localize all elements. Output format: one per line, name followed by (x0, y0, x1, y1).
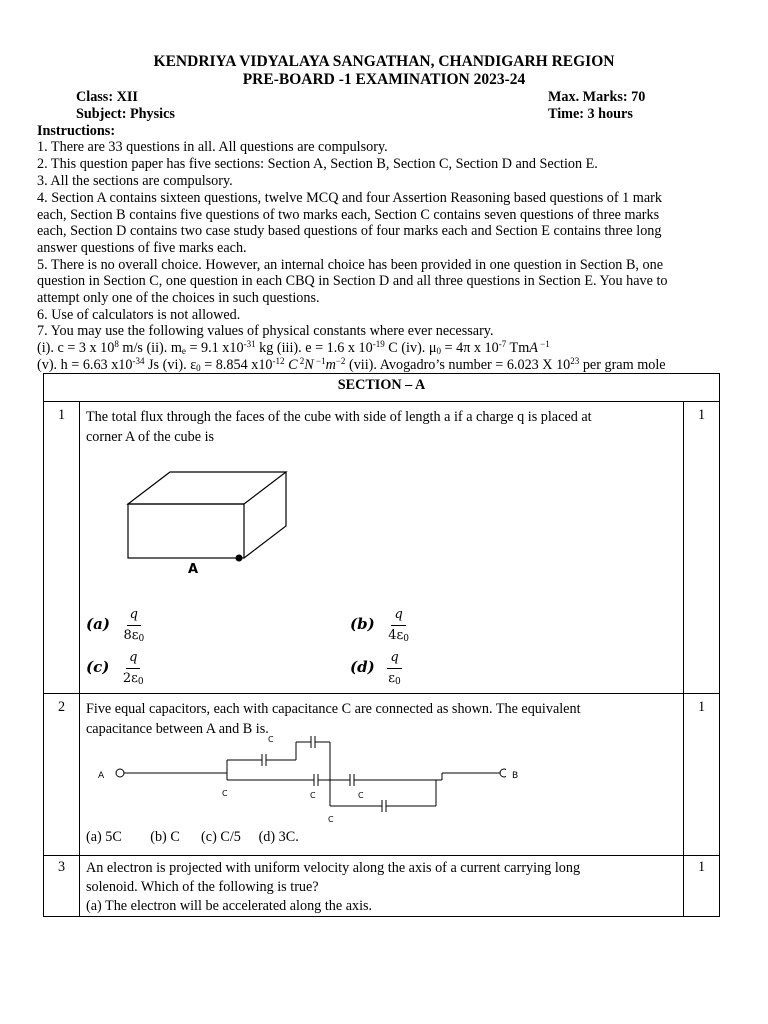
capacitor-label: C (358, 791, 364, 800)
corner-a-point (236, 555, 243, 562)
corner-a-label: A (188, 562, 199, 577)
question-marks: 1 (684, 694, 720, 856)
question-marks: 1 (684, 856, 720, 917)
instruction-line: each, Section B contains five questions of two marks each, Section C contains seven questions of three marks (37, 207, 660, 223)
option-b: (b) $\frac{q}{4\varepsilon_0}$ (350, 607, 409, 644)
question-text: solenoid. Which of the following is true? (86, 879, 319, 895)
question-text: (a) The electron will be accelerated along the axis. (86, 898, 373, 914)
question-row (44, 856, 720, 917)
capacitor-circuit-diagram (86, 736, 506, 824)
time-label: Time: 3 hours (548, 106, 633, 122)
constants-line-1: (i). c = 3 x $10^8$ m/s (ii). $m_e = 9.1$ $x10^{-31}$ kg (iii). e = 1.6 x $10^{-19}$ C (iv). $\mu_0 = 4\pi$ x $10^{-7}$ TmA $^{-1}$ (37, 339, 550, 356)
question-marks: 1 (684, 402, 720, 694)
instruction-line: 1. There are 33 questions in all. All questions are compulsory. (37, 139, 388, 155)
exam-title: PRE-BOARD -1 EXAMINATION 2023-24 (242, 71, 526, 88)
terminal-a-label: A (98, 771, 105, 781)
constants-line-2: (v). h = 6.63 $x10^{-34}$ Js (vi). $\varepsilon_0 = 8.854$ $x10^{-12}$ C $^2$N $^{-1}m^{-2}$ (vii). Avogadro’s number = 6.023 X $10^{23}$ per gram mole (37, 356, 666, 373)
question-number: 2 (44, 694, 80, 856)
instruction-line: answer questions of five marks each. (37, 240, 247, 256)
cube-diagram (126, 467, 326, 577)
question-number: 1 (44, 402, 80, 694)
capacitor-label: C (268, 735, 274, 744)
option-d: (d) $\frac{q}{\varepsilon_0}$ (350, 650, 401, 687)
question-number: 3 (44, 856, 80, 917)
class-label: Class: XII (76, 89, 138, 105)
capacitor-label: C (328, 815, 334, 824)
terminal-b-label: B (512, 771, 519, 781)
instruction-line: question in Section C, one question in each CBQ in Section D and all three questions in Section E. You have to (37, 273, 668, 289)
question-options: (a) 5C (b) C (c) C/5 (d) 3C. (86, 829, 299, 845)
instruction-line: 4. Section A contains sixteen questions, twelve MCQ and four Assertion Reasoning based questions of 1 mark (37, 190, 662, 206)
question-row (44, 402, 720, 694)
option-c: (c) $\frac{q}{2\varepsilon_0}$ (86, 650, 144, 687)
instruction-line: each, Section D contains two case study based questions of four marks each and Section E contains three long (37, 223, 662, 239)
instruction-line: 6. Use of calculators is not allowed. (37, 307, 241, 323)
instruction-line: 5. There is no overall choice. However, an internal choice has been provided in one question in Section B, one (37, 257, 663, 273)
school-title: KENDRIYA VIDYALAYA SANGATHAN, CHANDIGARH REGION (153, 53, 615, 70)
question-text: capacitance between A and B is. (86, 721, 269, 737)
instruction-line: attempt only one of the choices in such questions. (37, 290, 320, 306)
question-table (43, 373, 720, 917)
question-text: An electron is projected with uniform velocity along the axis of a current carrying long (86, 860, 581, 876)
section-a-title: SECTION – A (80, 374, 684, 402)
question-text: Five equal capacitors, each with capacitance C are connected as shown. The equivalent (86, 701, 581, 717)
max-marks: Max. Marks: 70 (548, 89, 646, 105)
instruction-line: 2. This question paper has five sections: Section A, Section B, Section C, Section D and Section E. (37, 156, 598, 172)
capacitor-label: C (310, 791, 316, 800)
question-row (44, 694, 720, 856)
option-a: (a) $\frac{q}{8\varepsilon_0}$ (86, 607, 145, 644)
instructions-heading: Instructions: (37, 123, 116, 139)
question-text: The total flux through the faces of the cube with side of length a if a charge q is placed at (86, 409, 592, 425)
capacitor-label: C (222, 789, 228, 798)
instruction-line: 7. You may use the following values of physical constants where ever necessary. (37, 323, 494, 339)
subject-label: Subject: Physics (76, 106, 175, 122)
question-text: corner A of the cube is (86, 429, 215, 445)
instruction-line: 3. All the sections are compulsory. (37, 173, 233, 189)
